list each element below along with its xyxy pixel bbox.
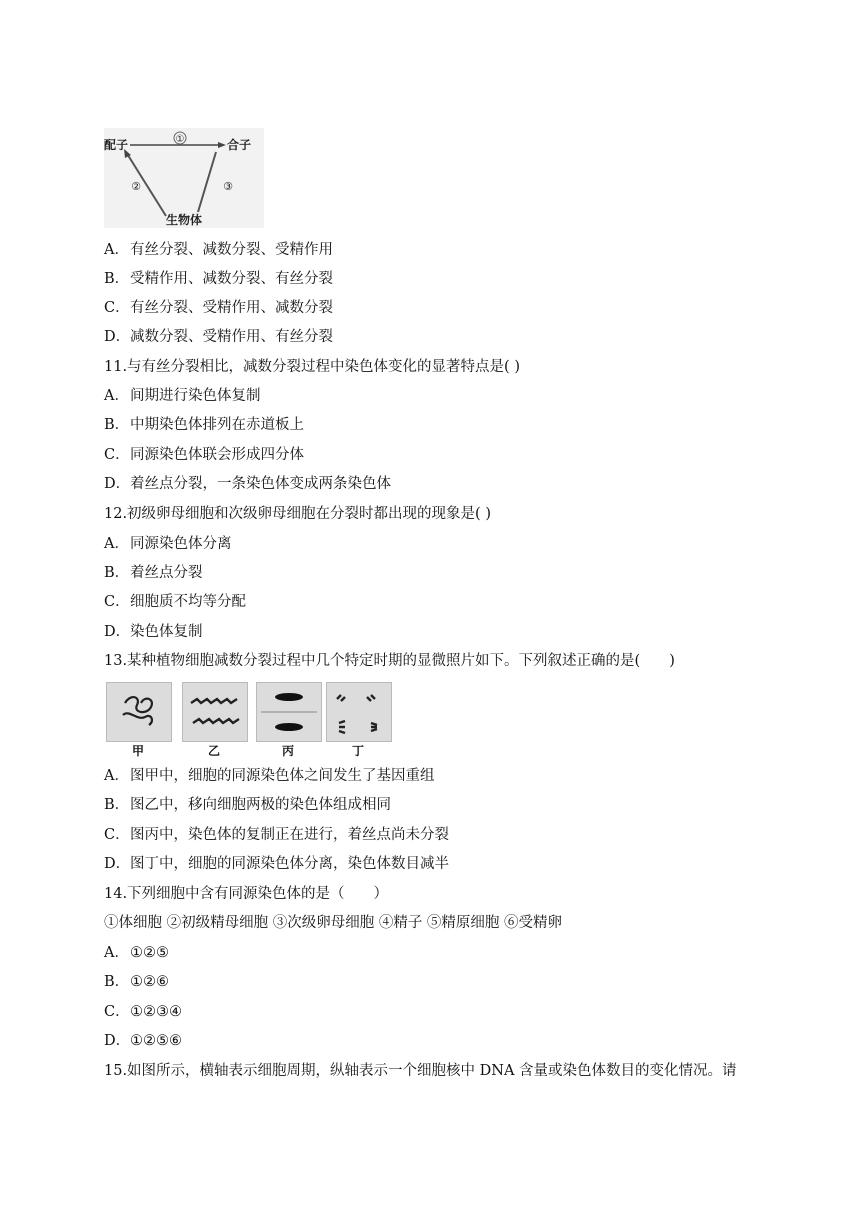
q11-option-c [104,445,304,465]
label-ding: 丁 [351,744,364,758]
four-groups-image [327,683,391,741]
chromosome-tangle-image [107,683,171,741]
q13-option-c [104,825,449,845]
arrow-3-label: ③ [223,180,233,193]
label-bing: 丙 [281,744,294,758]
label-jia: 甲 [131,744,144,758]
option-letter: D． [104,329,131,345]
option-text: 图甲中，细胞的同源染色体之间发生了基因重组 [130,768,435,784]
q14-option-a [104,943,169,963]
life-cycle-diagram [104,128,264,228]
option-text: 同源染色体联会形成四分体 [130,447,304,463]
node-zygote: 合子 [227,138,252,152]
option-letter: B． [104,797,130,813]
q10-option-a [104,240,333,260]
option-letter: C． [104,447,130,463]
option-text: 同源染色体分离 [130,536,232,552]
option-letter: B． [104,271,130,287]
micrograph-strip [104,682,394,760]
option-letter: A． [104,388,129,404]
option-text: ①②⑥ [130,974,169,990]
option-text: 有丝分裂、受精作用、减数分裂 [130,300,333,316]
option-text: ①②③④ [130,1004,182,1020]
micrograph-yi [182,682,248,742]
option-text: 着丝点分裂 [130,565,203,581]
option-letter: C． [104,300,130,316]
q11-stem: 11.与有丝分裂相比，减数分裂过程中染色体变化的显著特点是( ) [104,359,520,375]
option-letter: D． [104,624,131,640]
option-text: 染色体复制 [130,624,203,640]
q15-stem: 15.如图所示，横轴表示细胞周期，纵轴表示一个细胞核中 DNA 含量或染色体数目的变化情况。请 [104,1063,737,1079]
option-letter: B． [104,974,130,990]
option-letter: D． [104,856,131,872]
option-letter: A． [104,945,129,961]
option-letter: D． [104,1033,131,1049]
q11-option-a [104,386,261,406]
two-nuclei-image [257,683,321,741]
option-letter: C． [104,594,130,610]
option-text: 细胞质不均等分配 [130,594,246,610]
q12-stem: 12.初级卵母细胞和次级卵母细胞在分裂时都出现的现象是( ) [104,506,491,522]
option-letter: A． [104,242,129,258]
option-text: ①②⑤⑥ [130,1033,182,1049]
q13-option-d [104,854,449,874]
q14-stem: 14.下列细胞中含有同源染色体的是（ ） [104,886,389,902]
q14-option-c [104,1002,182,1022]
micrograph-ding [326,682,392,742]
q11-option-b [104,415,304,435]
option-text: ①②⑤ [130,945,169,961]
q14-option-b [104,972,169,992]
q12-option-d [104,622,203,642]
arrow-1-label: ① [175,134,185,145]
label-yi: 乙 [207,744,220,758]
option-letter: D． [104,476,131,492]
arrow-2-label: ② [131,180,141,193]
option-letter: C． [104,1004,130,1020]
option-text: 图丙中，染色体的复制正在进行，着丝点尚未分裂 [130,827,449,843]
option-letter: C． [104,827,130,843]
micrograph-jia [106,682,172,742]
q14-items: ①体细胞 ②初级精母细胞 ③次级卵母细胞 ④精子 ⑤精原细胞 ⑥受精卵 [104,915,563,931]
q10-option-c [104,298,333,318]
option-text: 中期染色体排列在赤道板上 [130,417,304,433]
option-text: 图丁中，细胞的同源染色体分离，染色体数目减半 [130,856,449,872]
q11-option-d [104,474,391,494]
q14-option-d [104,1031,182,1051]
node-organism: 生物体 [166,213,203,227]
q10-option-b [104,269,333,289]
option-text: 受精作用、减数分裂、有丝分裂 [130,271,333,287]
micrograph-bing [256,682,322,742]
option-letter: B． [104,417,130,433]
q12-option-c [104,592,246,612]
q12-option-b [104,563,203,583]
q13-stem: 13.某种植物细胞减数分裂过程中几个特定时期的显微照片如下。下列叙述正确的是( ) [104,653,675,669]
option-text: 着丝点分裂，一条染色体变成两条染色体 [130,476,391,492]
option-letter: B． [104,565,130,581]
node-gamete: 配子 [104,138,129,152]
q13-option-a [104,766,435,786]
option-text: 有丝分裂、减数分裂、受精作用 [130,242,333,258]
option-letter: A． [104,768,129,784]
option-text: 减数分裂、受精作用、有丝分裂 [130,329,333,345]
q10-option-d [104,327,333,347]
q12-option-a [104,534,232,554]
option-letter: A． [104,536,129,552]
chromosomes-separating-image [183,683,247,741]
option-text: 间期进行染色体复制 [130,388,261,404]
q13-option-b [104,795,391,815]
option-text: 图乙中，移向细胞两极的染色体组成相同 [130,797,391,813]
